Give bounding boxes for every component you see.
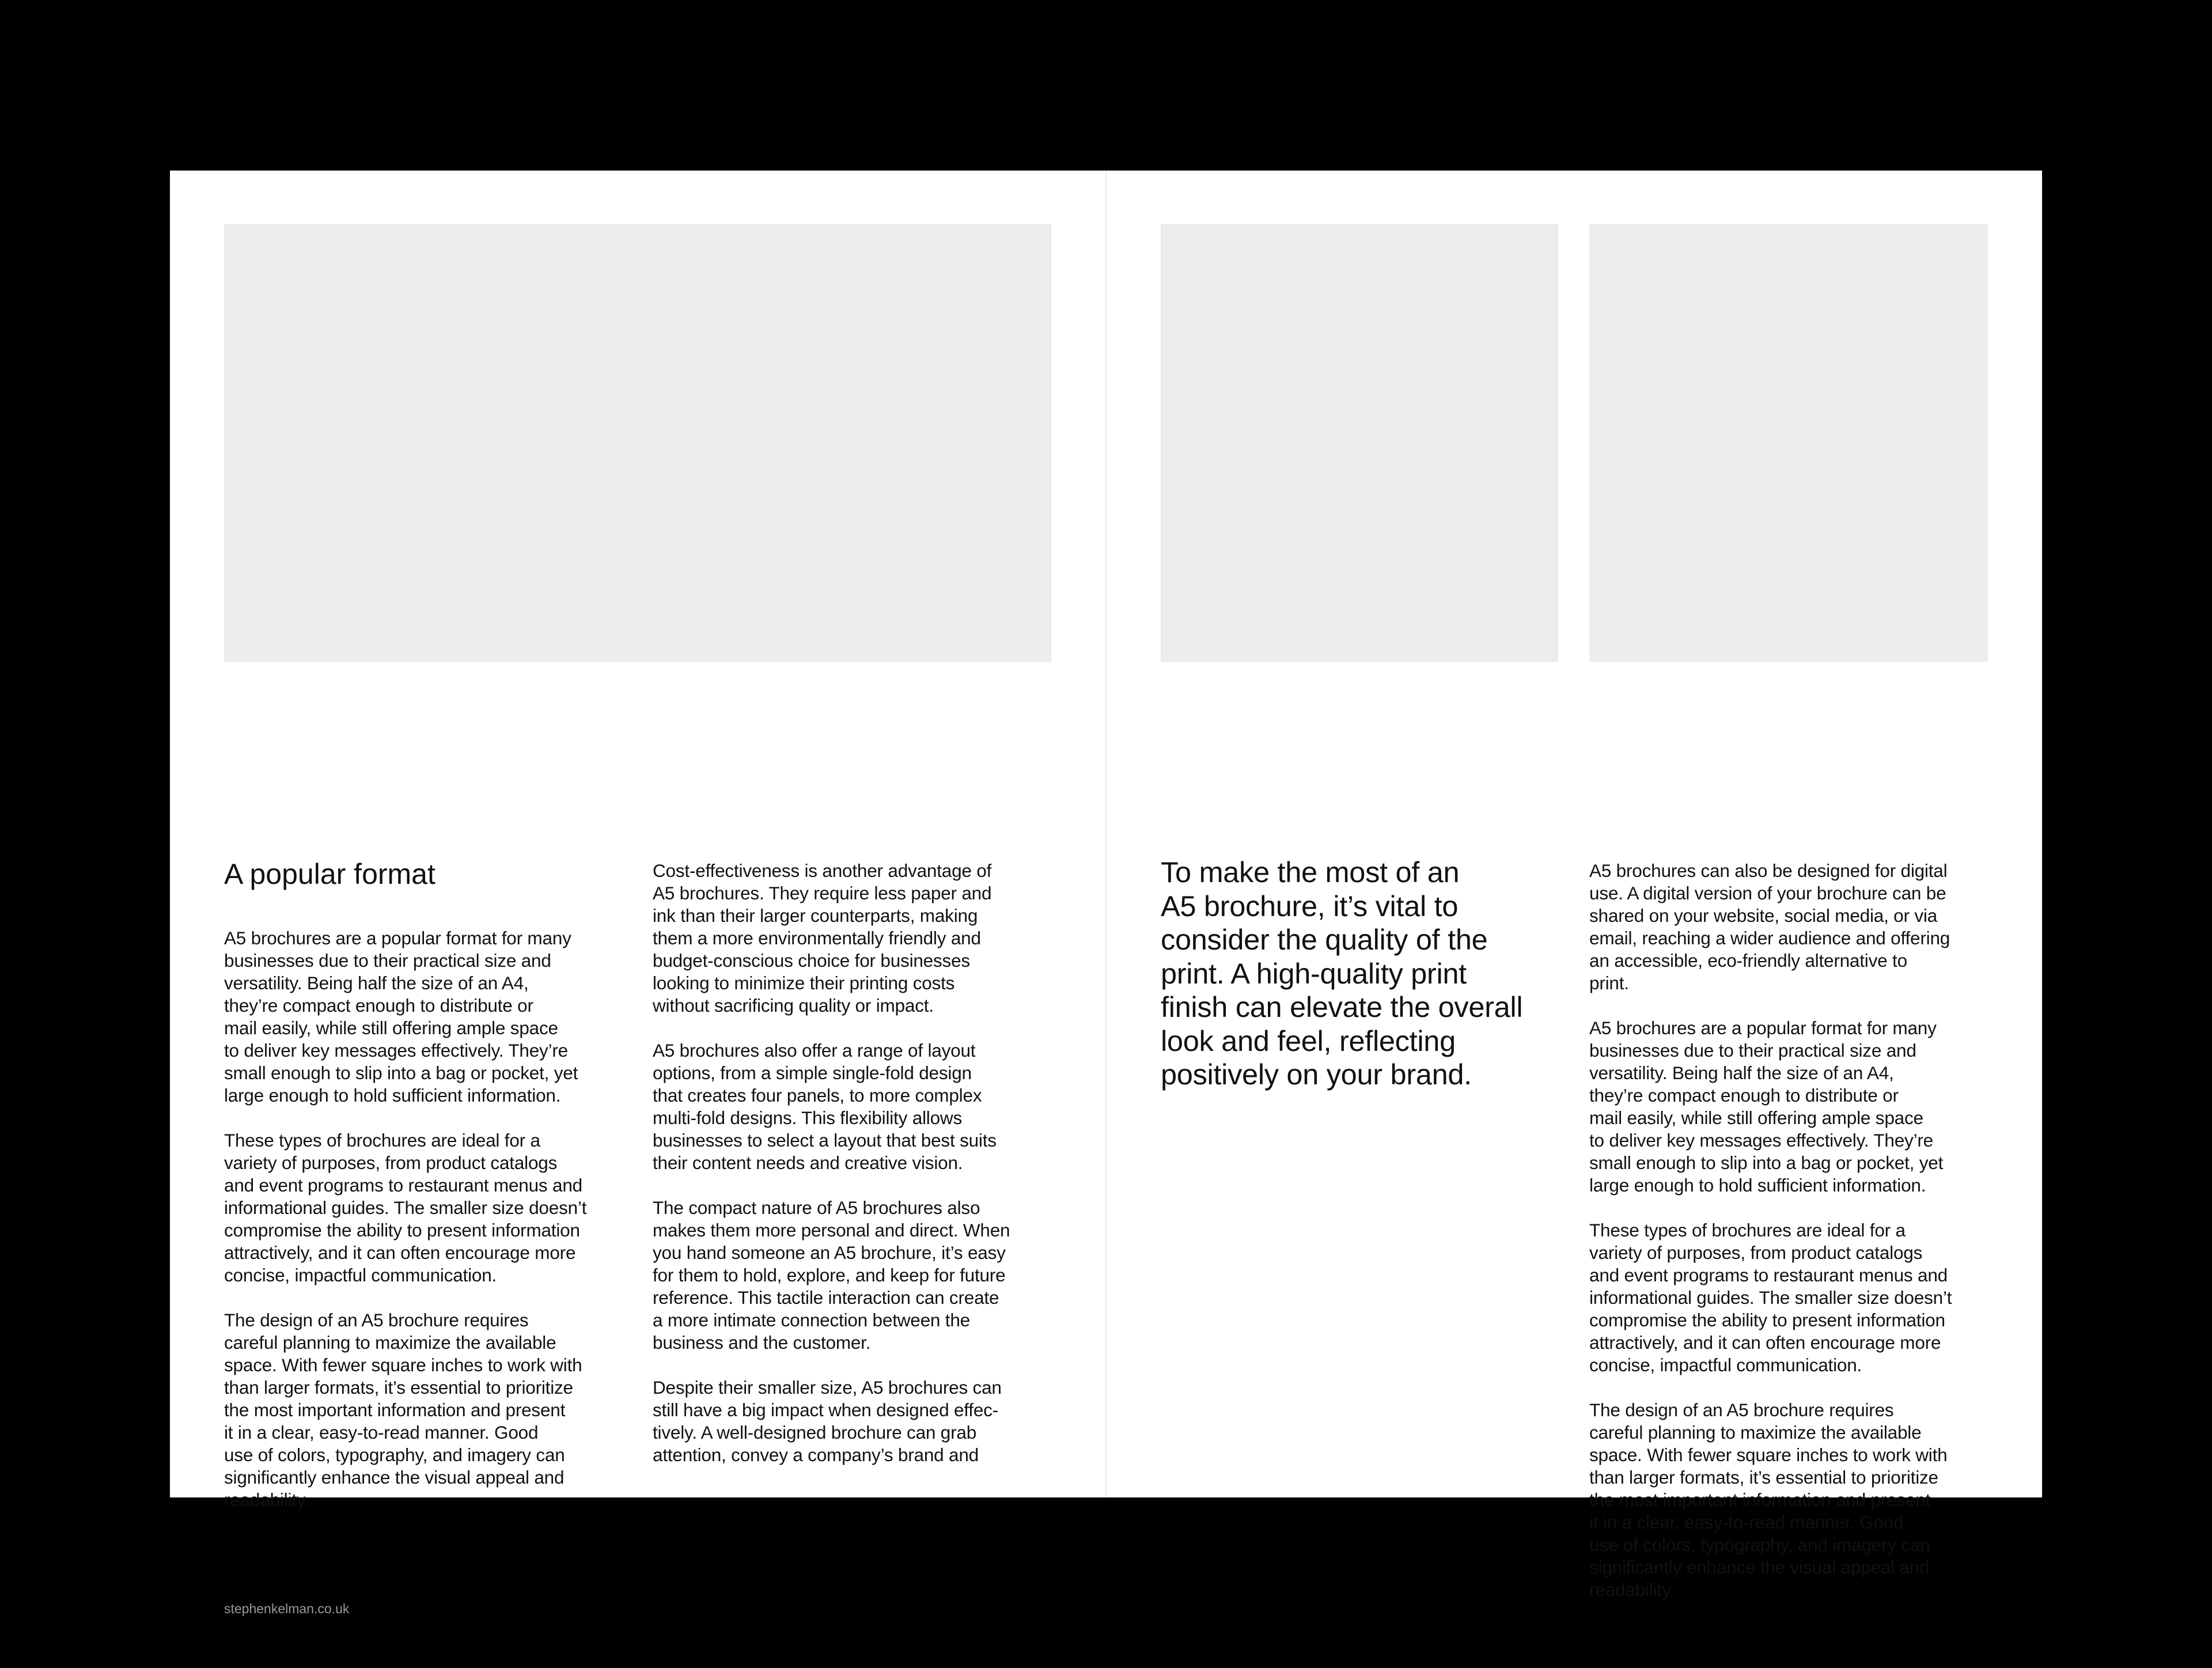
- left-page-heading: A popular format: [224, 858, 435, 890]
- footer-url: stephenkelman.co.uk: [224, 1601, 350, 1616]
- left-page-column-2: [653, 860, 1056, 1466]
- paragraph: These types of brochures are ideal for a variety of purposes, from product catalogs and event programs to restaurant menus and informational guides. The smaller size doesn’t compromise the ability to present information attractively, and it can often encourage more concise, impactful communication.: [224, 1130, 587, 1285]
- brochure-spread: [170, 171, 2042, 1616]
- left-page-image-placeholder: [224, 224, 1051, 662]
- left-page-column-1: [224, 927, 627, 1511]
- right-page-column-2: [1589, 860, 1998, 1601]
- paragraph: A5 brochures can also be designed for digital use. A digital version of your brochure can be shared on your website, social media, or via email, reaching a wider audience and offering an accessible, eco-friendly alternative to print.: [1589, 860, 1950, 993]
- paragraph: The compact nature of A5 brochures also makes them more personal and direct. When you hand someone an A5 brochure, it’s easy for them to hold, explore, and keep for future reference. This tactile interaction can create a more intimate connection between the business and the customer.: [653, 1197, 1010, 1353]
- paragraph: These types of brochures are ideal for a variety of purposes, from product catalogs and event programs to restaurant menus and informational guides. The smaller size doesn’t compromise the ability to present information attractively, and it can often encourage more concise, impactful communication.: [1589, 1220, 1952, 1375]
- right-page-image-placeholder-1: [1161, 224, 1558, 662]
- right-page-image-placeholder-2: [1589, 224, 1988, 662]
- paragraph: A5 brochures are a popular format for many businesses due to their practical size and versatility. Being half the size of an A4, they’re compact enough to distribute or mail easily, while still offering ample space to deliver key messages effectively. They’re small enough to slip into a bag or pocket, yet large enough to hold sufficient information.: [1589, 1018, 1944, 1196]
- paragraph: Cost-effectiveness is another advantage of A5 brochures. They require less paper and ink than their larger counterparts, making them a more environmentally friendly and budget-conscious choice for businesses looking to minimize their printing costs without sacrificing quality or impact.: [653, 860, 992, 1016]
- paragraph: A5 brochures also offer a range of layout options, from a simple single-fold design that creates four panels, to more complex multi-fold designs. This flexibility allows businesses to select a layout that best suits their content needs and creative vision.: [653, 1040, 997, 1173]
- paragraph: The design of an A5 brochure requires careful planning to maximize the available space. With fewer square inches to work with than larger formats, it’s essential to prioritize the most important information and present it in a clear, easy-to-read manner. Good use of colors, typography, and imagery can significantly enhance the visual appeal and readability.: [1589, 1400, 1948, 1600]
- pull-quote: To make the most of an A5 brochure, it’s vital to consider the quality of the print. A high-quality print finish can elevate the overall look and feel, reflecting positively on your brand.: [1161, 856, 1523, 1091]
- paragraph: A5 brochures are a popular format for many businesses due to their practical size and versatility. Being half the size of an A4, they’re compact enough to distribute or mail easily, while still offering ample space to deliver key messages effectively. They’re small enough to slip into a bag or pocket, yet large enough to hold sufficient information.: [224, 928, 578, 1106]
- paragraph: Despite their smaller size, A5 brochures can still have a big impact when designed effec- tively. A well-designed brochure can grab attention, convey a company’s brand and: [653, 1377, 1002, 1465]
- paragraph: The design of an A5 brochure requires careful planning to maximize the available space. With fewer square inches to work with than larger formats, it’s essential to prioritize the most important information and present it in a clear, easy-to-read manner. Good use of colors, typography, and imagery can significantly enhance the visual appeal and readability.: [224, 1310, 582, 1510]
- spine-fold-line: [1105, 171, 1107, 1497]
